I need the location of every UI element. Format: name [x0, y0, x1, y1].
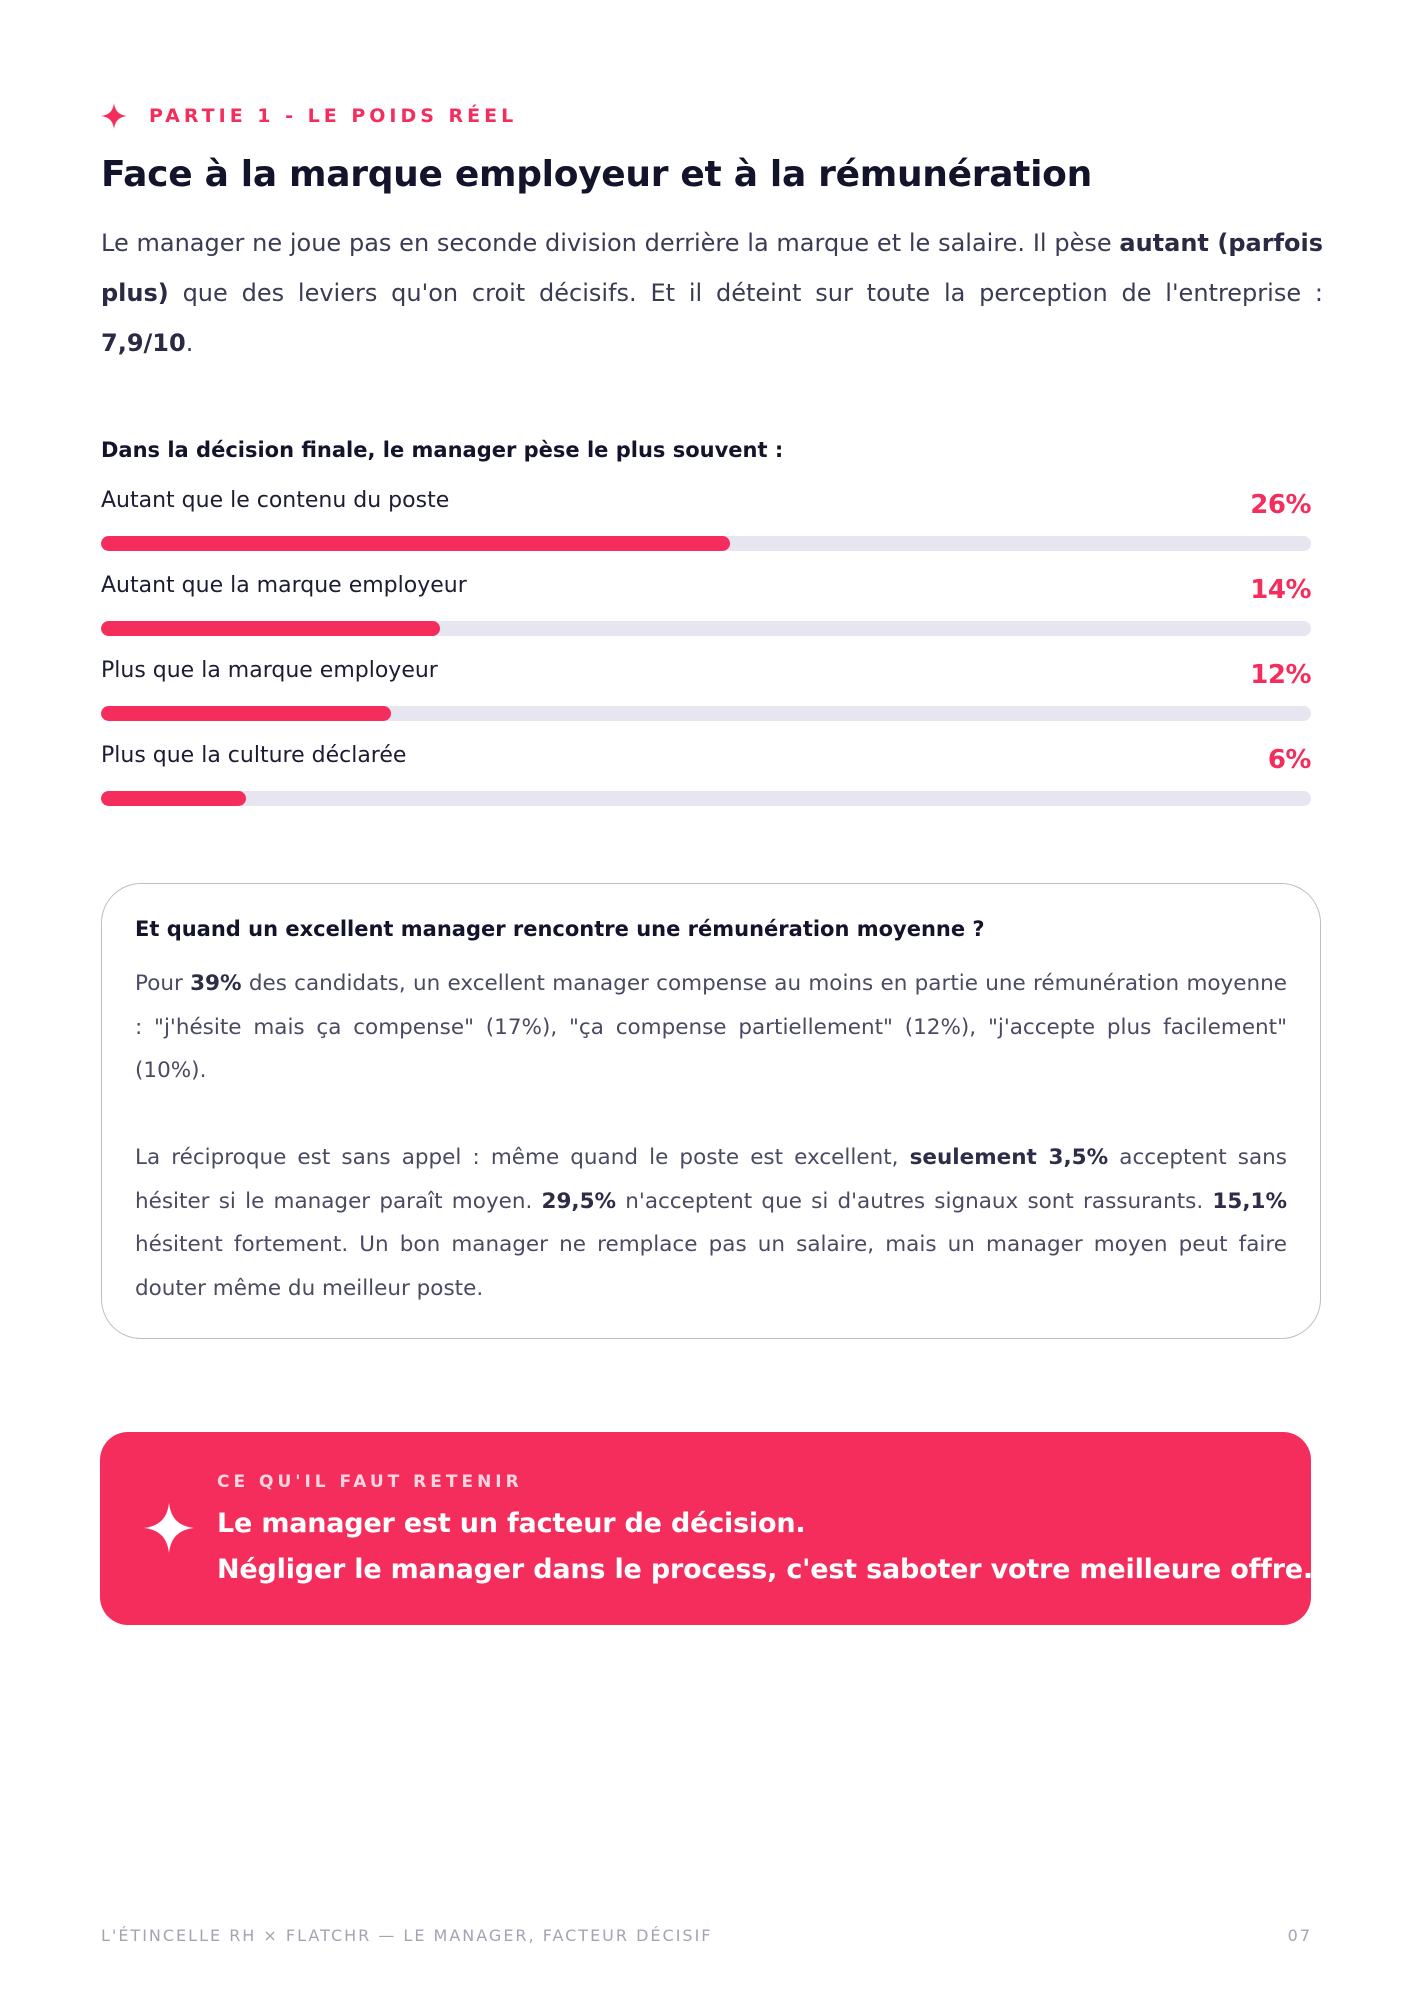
bar-fill: [101, 621, 440, 636]
callout-label: CE QU'IL FAUT RETENIR: [217, 1472, 523, 1492]
bar-row: [101, 658, 1311, 728]
bar-track: [101, 706, 1311, 721]
bar-track: [101, 536, 1311, 551]
bar-row: [101, 743, 1311, 813]
sparkle-icon: [101, 103, 127, 129]
bar-fill: [101, 706, 391, 721]
bar-row: [101, 488, 1311, 558]
info-box: [101, 883, 1321, 1339]
bar-label: Plus que la culture déclarée: [101, 743, 407, 768]
section-eyebrow: [101, 100, 517, 132]
takeaway-callout: [100, 1432, 1311, 1625]
bar-row: [101, 573, 1311, 643]
bar-fill: [101, 791, 246, 806]
bar-value-label: 14%: [1250, 575, 1311, 605]
bar-fill: [101, 536, 730, 551]
bar-track: [101, 621, 1311, 636]
sparkle-icon: [144, 1503, 194, 1553]
bar-value-label: 26%: [1250, 490, 1311, 520]
footer-title: L'ÉTINCELLE RH × FLATCHR — LE MANAGER, FACTEUR DÉCISIF: [101, 1926, 713, 1945]
info-box-paragraph-1: Pour 39% des candidats, un excellent manager compense au moins en partie une rémunération moyenne : "j'hésite mais ça compense" (17%), "ça compense partiellement" (12%), "j'accepte plus facilement" (10%).: [135, 971, 1287, 1083]
page-title: Face à la marque employeur et à la rémunération: [101, 154, 1092, 195]
section-label: PARTIE 1 - LE POIDS RÉEL: [149, 105, 518, 127]
callout-line-2: Négliger le manager dans le process, c'est saboter votre meilleure offre.: [217, 1554, 1313, 1585]
bar-value-label: 6%: [1267, 745, 1311, 775]
bar-value-label: 12%: [1250, 660, 1311, 690]
page-number: 07: [1287, 1926, 1312, 1945]
bar-track: [101, 791, 1311, 806]
chart-title: Dans la décision finale, le manager pèse le plus souvent :: [101, 438, 784, 462]
callout-line-1: Le manager est un facteur de décision.: [217, 1508, 806, 1539]
info-box-paragraph-2: La réciproque est sans appel : même quand le poste est excellent, seulement 3,5% acceptent sans hésiter si le manager paraît moyen. 29,5% n'acceptent que si d'autres signaux sont rassurants. 15,1% hésitent fortement. Un bon manager ne remplace pas un salaire, mais un manager moyen peut faire douter même du meilleur poste.: [135, 1145, 1287, 1301]
bar-label: Plus que la marque employeur: [101, 658, 438, 683]
bar-label: Autant que le contenu du poste: [101, 488, 450, 513]
bar-label: Autant que la marque employeur: [101, 573, 467, 598]
intro-paragraph: Le manager ne joue pas en seconde division derrière la marque et le salaire. Il pèse autant (parfois plus) que des leviers qu'on croit décisifs. Et il déteint sur toute la perception de l'entreprise : 7,9/10.: [101, 229, 1324, 357]
info-box-title: Et quand un excellent manager rencontre une rémunération moyenne ?: [135, 917, 985, 941]
